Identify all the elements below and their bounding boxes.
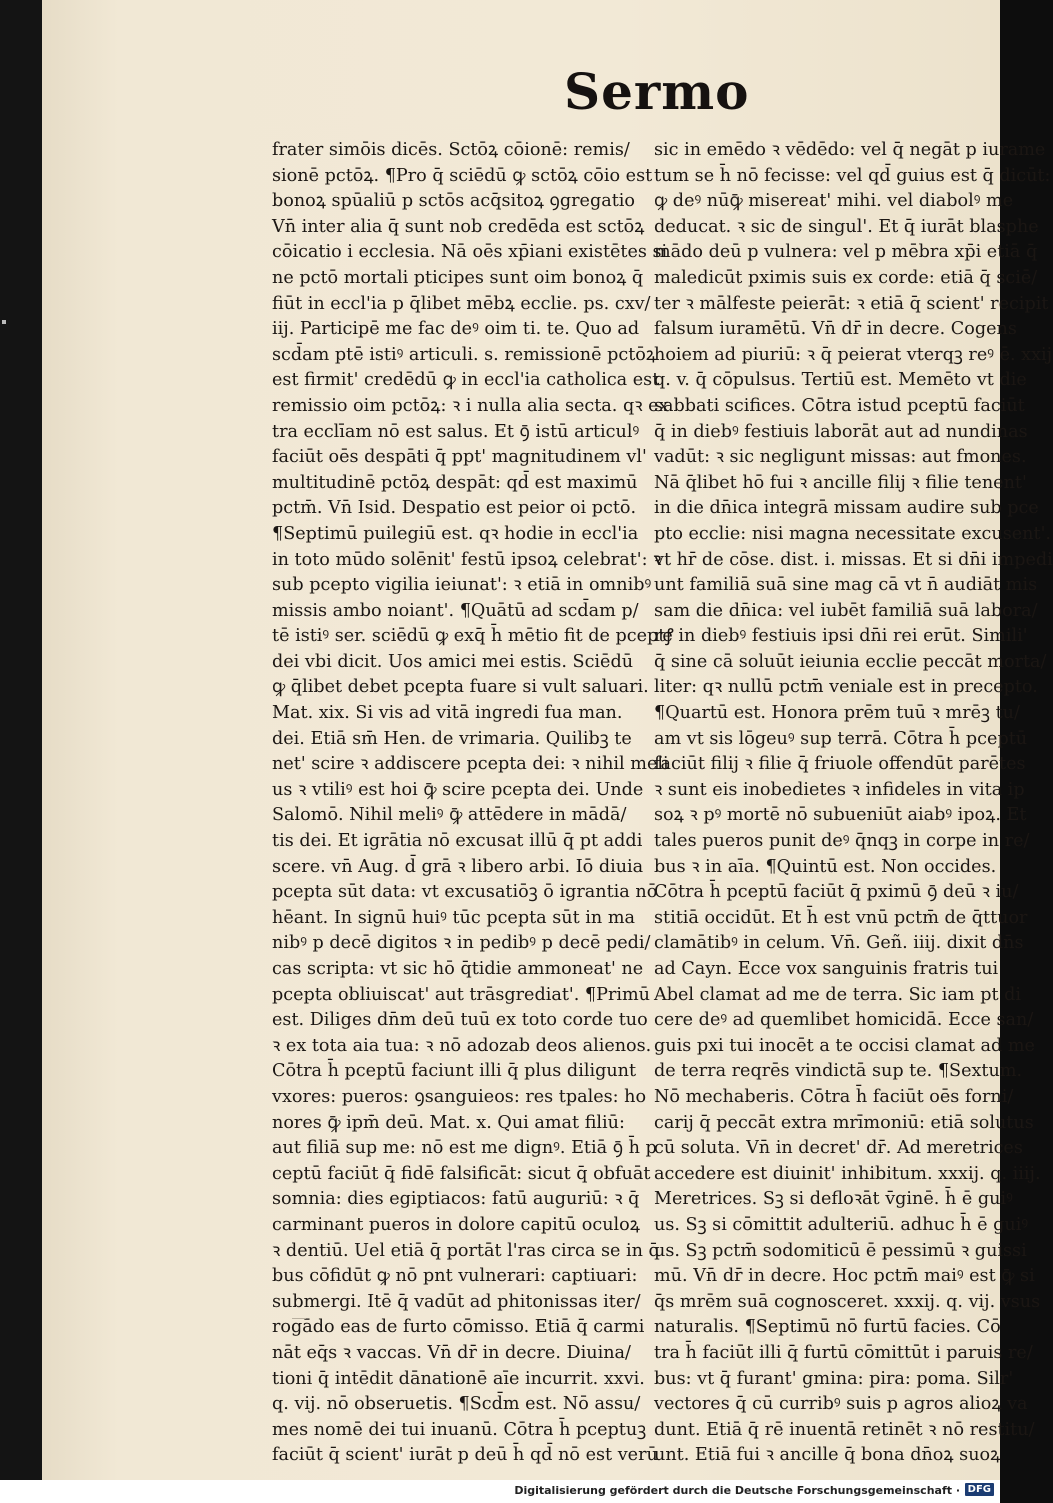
text-line: nibꝰ p decē digitos ꝛ in pedibꝰ p decē pedi/ [272,933,651,954]
text-line: cas scripta: vt sic hō q̄tidie ammoneat' ne [272,959,644,979]
text-line: maledicūt pximis suis ex corde: etiā q̄ sciē/ [654,267,1038,288]
text-line: sam die dn̄ica: vel iubēt familiā suā labora/ [654,600,1038,621]
text-line: tioni q̄ intēdit dānationē aīe incurrit. xxvi. [272,1368,645,1389]
text-line: re in diebꝰ festiuis ipsi dn̄i rei erūt. Simili' [654,626,1028,647]
text-line: ꝛ sunt eis inobedietes ꝛ infideles in vita ip [654,779,1025,800]
text-line: clamātibꝰ in celum. Vn̄. Geñ. iiij. dixit dn̄s [654,933,1024,954]
text-line: pcepta sūt data: vt excusatiōꝫ ō igrantia nō [272,882,658,903]
text-line: de terra reqrēs vindictā sup te. ¶Sextum. [654,1061,1023,1082]
text-line: pto ecclie: nisi magna necessitate excusent'. [654,523,1051,544]
text-line: tum se h̄ nō fecisse: vel qd̄ guius est q̄ dicūt: [654,165,1051,186]
text-line: iij. Participē me fac deꝰ oim ti. te. Quo ad [272,319,640,340]
text-line: ꝙ q̄libet debet pcepta fuare si vult saluari. [272,677,649,698]
text-line: q. vij. nō obseruetis. ¶Scd̄m est. Nō assu/ [272,1394,641,1415]
text-line: vectores q̄ cū curribꝰ suis p agros alioꝝ va [654,1394,1028,1415]
text-line: mes nomē dei tui inuanū. Cōtra h̄ pceptuꝫ [272,1419,647,1440]
text-line: Cōtra h̄ pceptū faciunt illi q̄ plus diligunt [272,1061,637,1082]
text-line: scere. vn̄ Aug. d̄ grā ꝛ libero arbi. Iō diuia [272,856,644,877]
text-line: nāt eq̄s ꝛ vaccas. Vn̄ dr̄ in decre. Diuina/ [272,1342,631,1363]
text-line: naturalis. ¶Septimū nō furtū facies. Cō [654,1317,1001,1338]
text-line: guis pxi tui inocēt a te occisi clamat ad me [654,1035,1035,1056]
right-text-column [654,138,1053,1469]
text-line: ¶Septimū puilegiū est. qꝛ hodie in eccl'ia [272,523,639,544]
text-line: ne pctō mortali pticipes sunt oim bonoꝝ q̄ [272,267,644,288]
text-line: in die dn̄ica integrā missam audire sub pce [654,498,1039,519]
text-line: cere deꝰ ad quemlibet homicidā. Ecce san/ [654,1010,1034,1031]
text-line: sabbati scifices. Cōtra istud pceptū faciūt [654,395,1025,416]
text-line: tē istiꝰ ser. sciēdū ꝙ exq̄ h̄ mētio fit de pceptꝭ [272,626,674,647]
text-line: faciūt filij ꝛ filie q̄ friuole offendūt parētes [654,754,1026,775]
text-line: bonoꝝ spūaliū p sctōs acq̄sitoꝝ ꝯgregatio [272,191,635,212]
text-line: vadūt: ꝛ sic negligunt missas: aut fmones. [654,447,1027,468]
text-line: submergi. Itē q̄ vadūt ad phitonissas iter/ [272,1291,641,1312]
text-line: tales pueros punit deꝰ q̄nqꝫ in corpe in re/ [654,831,1030,852]
text-line: Nā q̄libet hō fui ꝛ ancille filij ꝛ filie tenent' [654,472,1027,493]
text-line: us ꝛ vtiliꝰ est hoi ꝙ̄ scire pcepta dei. Unde [272,779,644,800]
book-page [42,0,1053,1480]
text-line: q̄ in diebꝰ festiuis laborāt aut ad nundinas [654,421,1028,442]
text-line: aut filiā sup me: nō est me dignꝰ. Etiā ꝯ̄ h̄ p [272,1138,657,1159]
text-line: q. v. q̄ cōpulsus. Tertiū est. Memēto vt die [654,370,1027,391]
text-line: remissio oim pctōꝝ: ꝛ i nulla alia secta. qꝛ ex [272,395,669,416]
text-line: carij q̄ peccāt extra mrīmoniū: etiā solutus [654,1112,1034,1133]
text-line: us. Sꝫ pctm̄ sodomiticū ē pessimū ꝛ guissi [654,1240,1027,1261]
scan-left-edge [0,0,42,1480]
text-line: dunt. Etiā q̄ rē inuentā retinēt ꝛ nō restitu/ [654,1419,1035,1440]
text-line: ꝛ dentiū. Uel etiā q̄ portāt l'ras circa se in q̄ [272,1240,660,1261]
text-line: est. Diliges dn̄m deū tuū ex toto corde tuo [272,1010,648,1031]
text-line: Nō mechaberis. Cōtra h̄ faciūt oēs forni/ [654,1086,1014,1107]
text-line: cōicatio i ecclesia. Nā oēs xp̄iani existētes si [272,242,668,263]
text-line: liter: qꝛ nullū pctm̄ veniale est in precepto. [654,677,1038,698]
text-line: stitiā occidūt. Et h̄ est vnū pctm̄ de q̄ttuor [654,907,1028,928]
text-line: q̄ sine cā soluūt ieiunia ecclie peccāt morta/ [654,651,1047,672]
text-line: q̄s mrēm suā cognosceret. xxxij. q. vij. vsus [654,1291,1041,1312]
text-line: faciūt oēs despāti q̄ ppt' magnitudinem vl' [272,447,647,468]
text-line: unt familiā suā sine mag cā vt n̄ audiāt mis [654,575,1038,596]
text-line: est firmit' credēdū ꝙ in eccl'ia catholica est [272,370,660,391]
text-line: bus: vt q̄ furant' gmina: pira: poma. Silr' [654,1368,1014,1389]
text-line: hoiem ad piuriū: ꝛ q̄ peierat vterqꝫ reꝰ ē. xxij [654,344,1053,365]
text-line: ꝙ deꝰ nūꝙ̄ misereat' mihi. vel diabolꝰ me [654,191,1014,212]
text-line: dei vbi dicit. Uos amici mei estis. Sciēdū [272,651,634,672]
left-text-column [272,138,674,1469]
text-line: sic in emēdo ꝛ vēdēdo: vel q̄ negāt p iurame [654,140,1046,160]
text-line: ꝛ ex tota aia tua: ꝛ nō adozab deos alienos. [272,1035,652,1056]
text-line: rogādo eas de furto cōmisso. Etiā q̄ carmi [272,1317,645,1338]
text-line: tra ecclīam nō est salus. Et ꝯ̄ istū articulꝰ [272,421,640,442]
text-line: scd̄am ptē istiꝰ articuli. s. remissionē pctōꝝ [272,344,657,365]
digitization-footer [0,1480,1000,1503]
text-line: pctm̄. Vn̄ Isid. Despatio est peior oi pctō. [272,498,637,519]
text-line: hēant. In signū huiꝰ tūc pcepta sūt in ma [272,907,636,928]
text-line: ¶Quartū est. Honora prēm tuū ꝛ mrēꝫ tu/ [654,703,1020,724]
text-line: faciūt q̄ scient' iurāt p deū h̄ qd̄ nō est verū [272,1445,658,1466]
text-line: unt. Etiā fui ꝛ ancille q̄ bona dn̄oꝝ suoꝝ [654,1445,1001,1466]
ink-smudge [292,1312,306,1319]
text-line: net' scire ꝛ addiscere pcepta dei: ꝛ nihil meli [272,754,669,775]
text-line: fiūt in eccl'ia p q̄libet mēbꝝ ecclie. ps. cxv/ [272,293,651,314]
text-line: Mat. xix. Si vis ad vitā ingredi fua man. [272,703,623,724]
text-line: accedere est diuinit' inhibitum. xxxij. q. iiij. [654,1163,1041,1184]
text-line: sub pcepto vigilia ieiunat': ꝛ etiā in omnibꝰ [272,575,652,596]
text-line: missis ambo noiant'. ¶Quātū ad scd̄am p/ [272,600,639,621]
text-line: somnia: dies egiptiacos: fatū auguriū: ꝛ q̄ [272,1189,640,1210]
text-line: vt hr̄ de cōse. dist. i. missas. Et si dn̄i impedi [654,549,1053,570]
text-line: ceptū faciūt q̄ fidē falsificāt: sicut q̄ obfuāt [272,1163,651,1184]
funding-credit: Digitalisierung gefördert durch die Deutsche Forschungsgemeinschaft · [514,1484,960,1497]
text-line: carminant pueros in dolore capitū oculoꝝ [272,1214,640,1235]
text-line: us. Sꝫ si cōmittit adulteriū. adhuc h̄ ē guiꝰ [654,1214,1029,1235]
text-line: tra h̄ faciūt illi q̄ furtū cōmittūt i paruis re/ [654,1342,1033,1363]
text-line: deducat. ꝛ sic de singul'. Et q̄ iurāt blasphe [654,216,1039,237]
text-line: pcepta obliuiscat' aut trāsgrediat'. ¶Primū [272,984,650,1005]
text-line: falsum iuramētū. Vn̄ dr̄ in decre. Cogens [654,319,1017,340]
text-line: ad Cayn. Ecce vox sanguinis fratris tui [654,959,999,979]
text-line: bus ꝛ in aīa. ¶Quintū est. Non occides. [654,856,997,877]
text-line: Abel clamat ad me de terra. Sic iam pt di [654,984,1022,1005]
text-line: Vn̄ inter alia q̄ sunt nob credēda est sctōꝝ [272,216,645,237]
text-line: Meretrices. Sꝫ si defloꝛāt v̄ginē. h̄ ē guiꝰ [654,1189,1013,1210]
text-line: ter ꝛ mālfeste peierāt: ꝛ etiā q̄ scient' recipit [654,293,1049,314]
text-line: mādo deū p vulnera: vel p mēbra xp̄i etiā q̄ [654,242,1038,263]
text-line: frater simōis dicēs. Sctōꝝ cōionē: remis/ [272,140,630,160]
text-line: vxores: pueros: ꝯsanguieos: res tpales: ho [272,1086,647,1107]
text-line: Salomō. Nihil meliꝰ ꝙ̄ attēdere in mādā/ [272,805,627,826]
text-line: dei. Etiā sm̄ Hen. de vrimaria. Quilibꝫ te [272,728,632,749]
text-line: bus cōfidūt ꝙ nō pnt vulnerari: captiuari: [272,1266,638,1287]
dfg-logo-icon: DFG [965,1483,994,1496]
text-line: cū soluta. Vn̄ in decret' dr̄. Ad meretrices [654,1138,1023,1159]
scan-marker [2,320,6,324]
text-line: nores ꝙ̄ ipm̄ deū. Mat. x. Qui amat filiū: [272,1112,625,1133]
text-line: sionē pctōꝝ. ¶Pro q̄ sciēdū ꝙ sctōꝝ cōio est [272,165,653,186]
text-line: in toto mūdo solēnit' festū ipsoꝝ celebrat': ꝛ [272,549,662,570]
text-line: mū. Vn̄ dr̄ in decre. Hoc pctm̄ maiꝰ est ꝙ̄ si [654,1266,1035,1287]
text-line: tis dei. Et igrātia nō excusat illū q̄ pt addi [272,831,643,852]
text-line: soꝝ ꝛ pꝰ mortē nō subueniūt aiabꝰ ipoꝝ. Et [654,805,1027,826]
text-line: multitudinē pctōꝝ despāt: qd̄ est maximū [272,472,638,493]
text-line: Cōtra h̄ pceptū faciūt q̄ pximū ꝯ̄ deū ꝛ iu/ [654,882,1019,903]
text-line: am vt sis lōgeuꝰ sup terrā. Cōtra h̄ pceptū [654,728,1028,749]
running-header-title: Sermo [564,62,750,121]
